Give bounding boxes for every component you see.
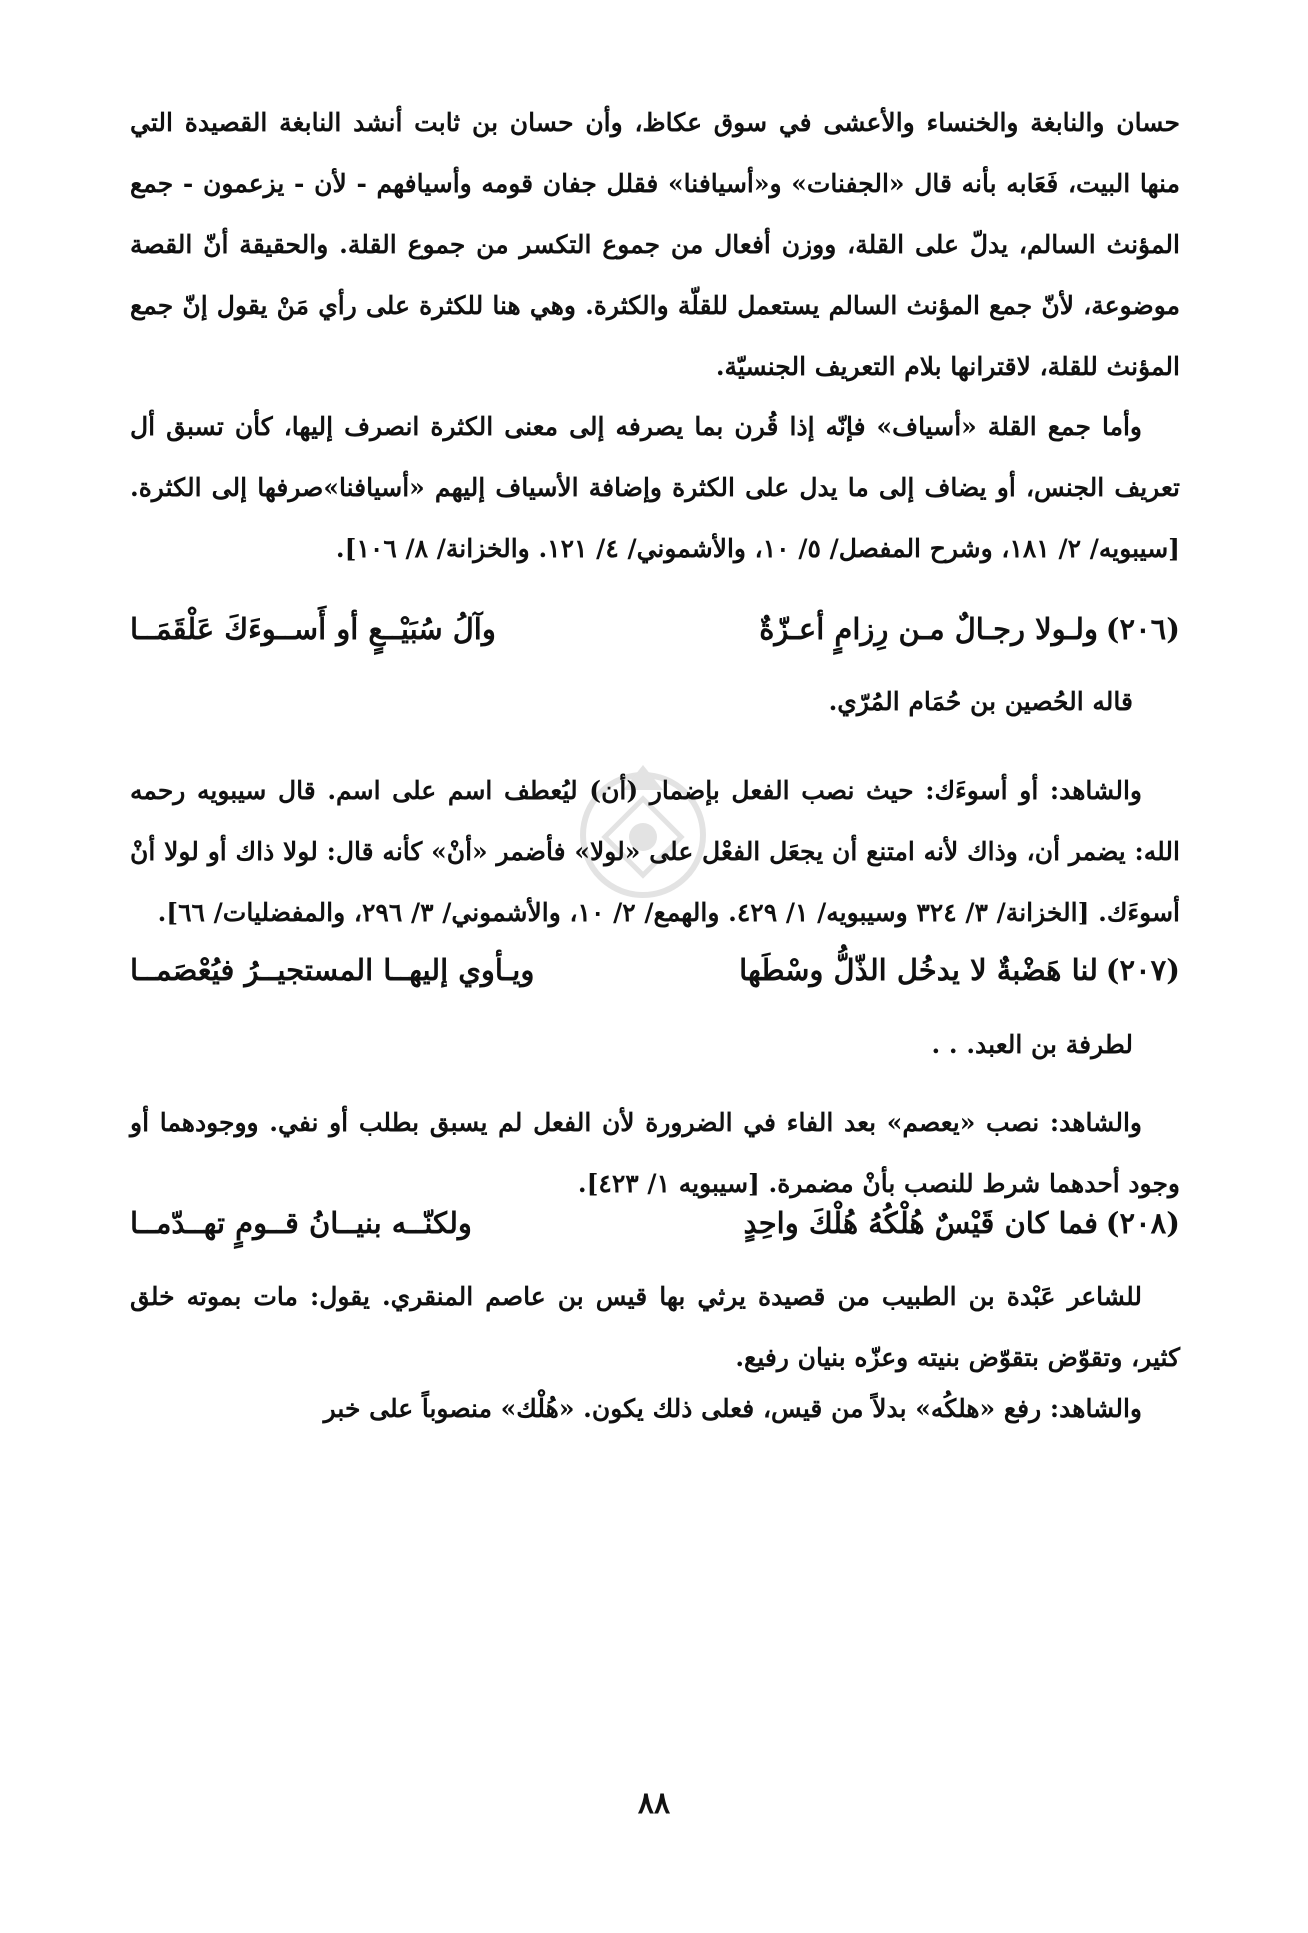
verse-first-hemistich: لنا هَضْبةٌ لا يدخُل الذّلُّ وسْطَها — [739, 953, 1098, 987]
paragraph-2: وأما جمع القلة «أسياف» فإنّه إذا قُرن بما يصرفه إلى معنى الكثرة انصرف إليها، كأن تسبق أل تعريف الجنس، أو يضاف إلى ما يدل على الكثرة وإضافة الأسياف إليهم «أسيافنا»صرفها إلى الكثرة. [سيبويه/ ٢/ ١٨١، وشرح المفصل/ ٥/ ١٠، والأشموني/ ٤/ ١٢١. والخزانة/ ٨/ ١٠٦]. — [130, 412, 1180, 563]
paragraph-6: والشاهد: رفع «هلكُه» بدلاً من قيس، فعلى ذلك يكون. «هُلْك» منصوباً على خبر — [323, 1394, 1142, 1423]
page-number: ٨٨ — [637, 1786, 671, 1821]
verse-number: (٢٠٦) — [1105, 612, 1180, 646]
verse-number: (٢٠٨) — [1105, 1206, 1180, 1240]
verse-second-hemistich: ولكنّــه بنيــانُ قــومٍ تهــدّمــا — [130, 1206, 472, 1240]
verse-first-hemistich: ولـولا رجـالٌ مـن رِزامٍ أعـزّةٌ — [759, 612, 1098, 646]
verse-206-attribution: قاله الحُصين بن حُمَام المُرّي. — [828, 687, 1133, 716]
paragraph-4: والشاهد: نصب «يعصم» بعد الفاء في الضرورة لأن الفعل لم يسبق بطلب أو نفي. ووجودهما أو وجود أحدهما شرط للنصب بأنْ مضمرة. [سيبويه ١/ ٤٢٣]. — [130, 1108, 1180, 1198]
paragraph-5: للشاعر عَبْدة بن الطبيب من قصيدة يرثي بها قيس بن عاصم المنقري. يقول: مات بموته خلق كثير، وتقوّض بتقوّض بنيته وعزّه بنيان رفيع. — [130, 1282, 1180, 1372]
verse-208 — [130, 1206, 1180, 1266]
verse-second-hemistich: وآلُ سُبَيْــعٍ أو أَســوءَكَ عَلْقَمَــا — [130, 612, 496, 646]
verse-207-attribution: لطرفة بن العبد. . . — [931, 1030, 1133, 1059]
paragraph-1: حسان والنابغة والخنساء والأعشى في سوق عكاظ، وأن حسان بن ثابت أنشد النابغة القصيدة التي منها البيت، فَعَابه بأنه قال «الجفنات» و«أسيافنا» فقلل جفان قومه وأسيافهم - لأن - يزعمون - جمع المؤنث السالم، يدلّ على القلة، ووزن أفعال من جموع التكسر من جموع القلة. والحقيقة أنّ القصة موضوعة، لأنّ جمع المؤنث السالم يستعمل للقلّة والكثرة. وهي هنا للكثرة على رأي مَنْ يقول إنّ جمع المؤنث للقلة، لاقترانها بلام التعريف الجنسيّة. — [130, 108, 1180, 381]
verse-number: (٢٠٧) — [1105, 953, 1180, 987]
verse-first-hemistich: فما كان قَيْسٌ هُلْكُهُ هُلْكَ واحِدٍ — [743, 1206, 1098, 1240]
verse-206 — [130, 612, 1180, 672]
paragraph-3: والشاهد: أو أسوءَك: حيث نصب الفعل بإضمار (أن) ليُعطف اسم على اسم. قال سيبويه رحمه الله: يضمر أن، وذاك لأنه امتنع أن يجعَل الفعْل على «لولا» فأضمر «أنْ» كأنه قال: لولا ذاك أو لولا أنْ أسوءَك. [الخزانة/ ٣/ ٣٢٤ وسيبويه/ ١/ ٤٢٩. والهمع/ ٢/ ١٠، والأشموني/ ٣/ ٢٩٦، والمفضليات/ ٦٦]. — [130, 776, 1180, 927]
verse-second-hemistich: ويـأوي إليهــا المستجيــرُ فيُعْصَمــا — [130, 953, 535, 987]
verse-207 — [130, 953, 1180, 1013]
